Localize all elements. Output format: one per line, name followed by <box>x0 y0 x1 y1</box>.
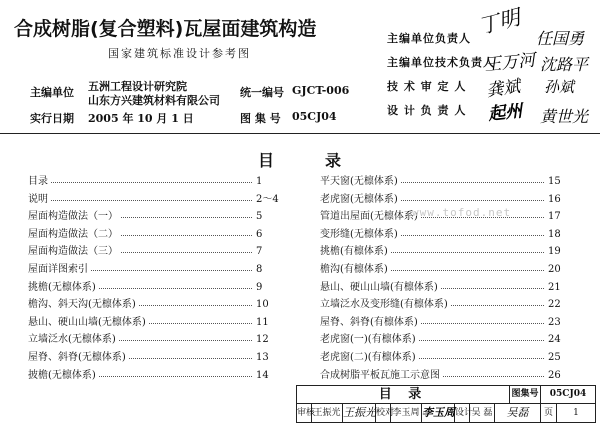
unified-no: GJCT-006 <box>292 84 350 97</box>
toc-entry-page: 15 <box>548 176 561 187</box>
title-block-name: 目 录 <box>297 386 510 403</box>
toc-entry-page: 11 <box>256 316 269 328</box>
toc-entry <box>320 352 570 364</box>
toc-entry <box>320 264 570 276</box>
toc-entry <box>320 370 570 382</box>
atlas-no: 05CJ04 <box>292 110 337 123</box>
toc-entry <box>28 352 278 364</box>
responsible-label-3: 技 术 审 定 人 <box>387 80 467 93</box>
title-block-atlas-no: 05CJ04 <box>549 389 587 399</box>
document-subtitle: 国家建筑标准设计参考图 <box>108 47 251 60</box>
title-block-atlas-label: 图集号 <box>510 386 541 403</box>
toc-entry-page: 19 <box>548 246 561 258</box>
toc-entry-title: 立墙泛水及变形缝(有檩体系) <box>320 299 448 311</box>
toc-entry <box>320 317 570 329</box>
unified-no-label: 统一编号 <box>240 86 284 99</box>
toc-entry <box>28 229 278 241</box>
check-name: 李玉周 <box>391 404 422 422</box>
responsible-label-1: 主编单位负责人 <box>387 32 471 45</box>
toc-entry-page: 1 <box>256 176 263 187</box>
design-name: 吴 磊 <box>470 404 495 422</box>
toc-heading-right: 录 <box>325 151 352 170</box>
check-label: 校对 <box>376 404 391 422</box>
toc-entry-title: 老虎窗(一)(有檩体系) <box>320 334 416 346</box>
toc-entry-page: 14 <box>256 369 269 381</box>
review-signature: 王振光 <box>343 404 376 422</box>
design-signature: 吴磊 <box>495 404 541 422</box>
toc-entry-page: 9 <box>256 281 263 293</box>
toc-entry <box>320 299 570 311</box>
toc-entry-page: 16 <box>548 193 561 205</box>
responsible-label-2: 主编单位技术负责人 <box>387 56 495 69</box>
check-signature: 李玉周 <box>422 404 455 422</box>
toc-heading-left: 目 <box>258 151 285 170</box>
signature-1b: 任国勇 <box>536 29 585 48</box>
effective-date-label: 实行日期 <box>30 112 74 125</box>
toc-entry-page: 24 <box>548 334 561 346</box>
toc-entry-page: 8 <box>256 264 263 275</box>
toc-entry-page: 25 <box>548 352 561 363</box>
watermark-text: www.tofod.net <box>412 206 512 219</box>
toc-entry-title: 屋面构造做法（三） <box>28 246 118 258</box>
toc-entry-page: 6 <box>256 228 263 240</box>
toc-entry-page: 18 <box>548 228 561 240</box>
toc-entry-title: 悬山、硬山山墙(有檩体系) <box>320 281 438 293</box>
toc-entry-page: 7 <box>256 246 263 258</box>
toc-entry <box>320 282 570 294</box>
review-name: 王振光 <box>312 404 343 422</box>
signature-2b: 沈路平 <box>540 55 589 74</box>
toc-entry <box>28 264 278 276</box>
toc-entry-title: 檐沟(有檩体系) <box>320 264 388 275</box>
toc-entry-title: 屋脊、斜脊(有檩体系) <box>320 316 418 328</box>
toc-entry <box>320 334 570 346</box>
toc-entry-page: 20 <box>548 264 561 275</box>
toc-entry <box>320 229 570 241</box>
toc-entry-title: 檐沟、斜天沟(无檩体系) <box>28 299 136 311</box>
signature-3a: 龚斌 <box>485 76 522 102</box>
toc-entry-title: 披檐(无檩体系) <box>28 369 96 381</box>
toc-entry-title: 屋面构造做法（二） <box>28 228 118 240</box>
toc-entry <box>28 282 278 294</box>
toc-entry-title: 挑檐(无檩体系) <box>28 281 96 293</box>
toc-entry <box>28 194 278 206</box>
signature-3b: 孙斌 <box>544 78 575 96</box>
toc-entry-title: 悬山、硬山山墙(无檩体系) <box>28 316 146 328</box>
page-label: 页 <box>541 404 557 422</box>
toc-entry-title: 屋面详图索引 <box>28 264 88 275</box>
signature-4a: 起州 <box>487 101 524 125</box>
review-label: 审核 <box>297 404 312 422</box>
toc-entry <box>28 334 278 346</box>
toc-entry-page: 13 <box>256 352 269 363</box>
document-title: 合成树脂(复合塑料)瓦屋面建筑构造 <box>14 18 317 40</box>
toc-entry <box>28 299 278 311</box>
toc-entry-page: 12 <box>256 334 269 346</box>
toc-entry-title: 老虎窗(无檩体系) <box>320 193 398 205</box>
toc-entry-leader <box>28 182 252 183</box>
toc-entry-page: 10 <box>256 299 269 311</box>
toc-entry-title: 屋面构造做法（一） <box>28 211 118 223</box>
toc-entry <box>28 370 278 382</box>
toc-entry-title: 合成树脂平板瓦施工示意图 <box>320 369 440 381</box>
toc-entry-title: 说明 <box>28 193 48 205</box>
toc-entry <box>28 211 278 223</box>
editor-unit-2: 山东方兴建筑材料有限公司 <box>88 94 220 107</box>
toc-entry <box>28 176 278 188</box>
signature-2a: 王万河 <box>483 50 537 76</box>
toc-entry-title: 平天窗(无檩体系) <box>320 176 398 187</box>
toc-entry-title: 目录 <box>28 176 48 187</box>
toc-entry-title: 屋脊、斜脊(无檩体系) <box>28 352 126 363</box>
signature-4b: 黄世光 <box>540 107 589 126</box>
toc-entry-page: 26 <box>548 369 561 381</box>
editor-unit-label: 主编单位 <box>30 86 74 99</box>
toc-entry-title: 挑檐(有檩体系) <box>320 246 388 258</box>
toc-entry-page: 21 <box>548 281 561 293</box>
toc-entry <box>28 317 278 329</box>
toc-entry-title: 管道出屋面(无檩体系) <box>320 211 418 223</box>
toc-entry <box>28 246 278 258</box>
toc-entry-title: 立墙泛水(无檩体系) <box>28 334 116 346</box>
responsible-label-4: 设 计 负 责 人 <box>387 104 467 117</box>
toc-entry-title: 老虎窗(二)(有檩体系) <box>320 352 416 363</box>
toc-entry-leader <box>28 200 252 201</box>
title-block <box>296 385 596 423</box>
toc-entry <box>320 176 570 188</box>
toc-entry-page: 5 <box>256 211 263 223</box>
toc-entry <box>320 194 570 206</box>
toc-entry <box>320 246 570 258</box>
design-label: 设计 <box>455 404 470 422</box>
toc-entry-page: 23 <box>548 316 561 328</box>
toc-entry-page: 2～4 <box>256 193 279 205</box>
effective-date: 2005 年 10 月 1 日 <box>88 112 194 125</box>
signature-1a: 丁明 <box>475 5 523 39</box>
toc-entry-page: 22 <box>548 299 561 311</box>
editor-unit-1: 五洲工程设计研究院 <box>88 80 187 93</box>
atlas-no-label: 图 集 号 <box>240 112 281 125</box>
toc-entry-title: 变形缝(无檩体系) <box>320 228 398 240</box>
page-no: 1 <box>573 408 579 418</box>
toc-entry-page: 17 <box>548 211 561 223</box>
header-divider <box>0 133 600 134</box>
